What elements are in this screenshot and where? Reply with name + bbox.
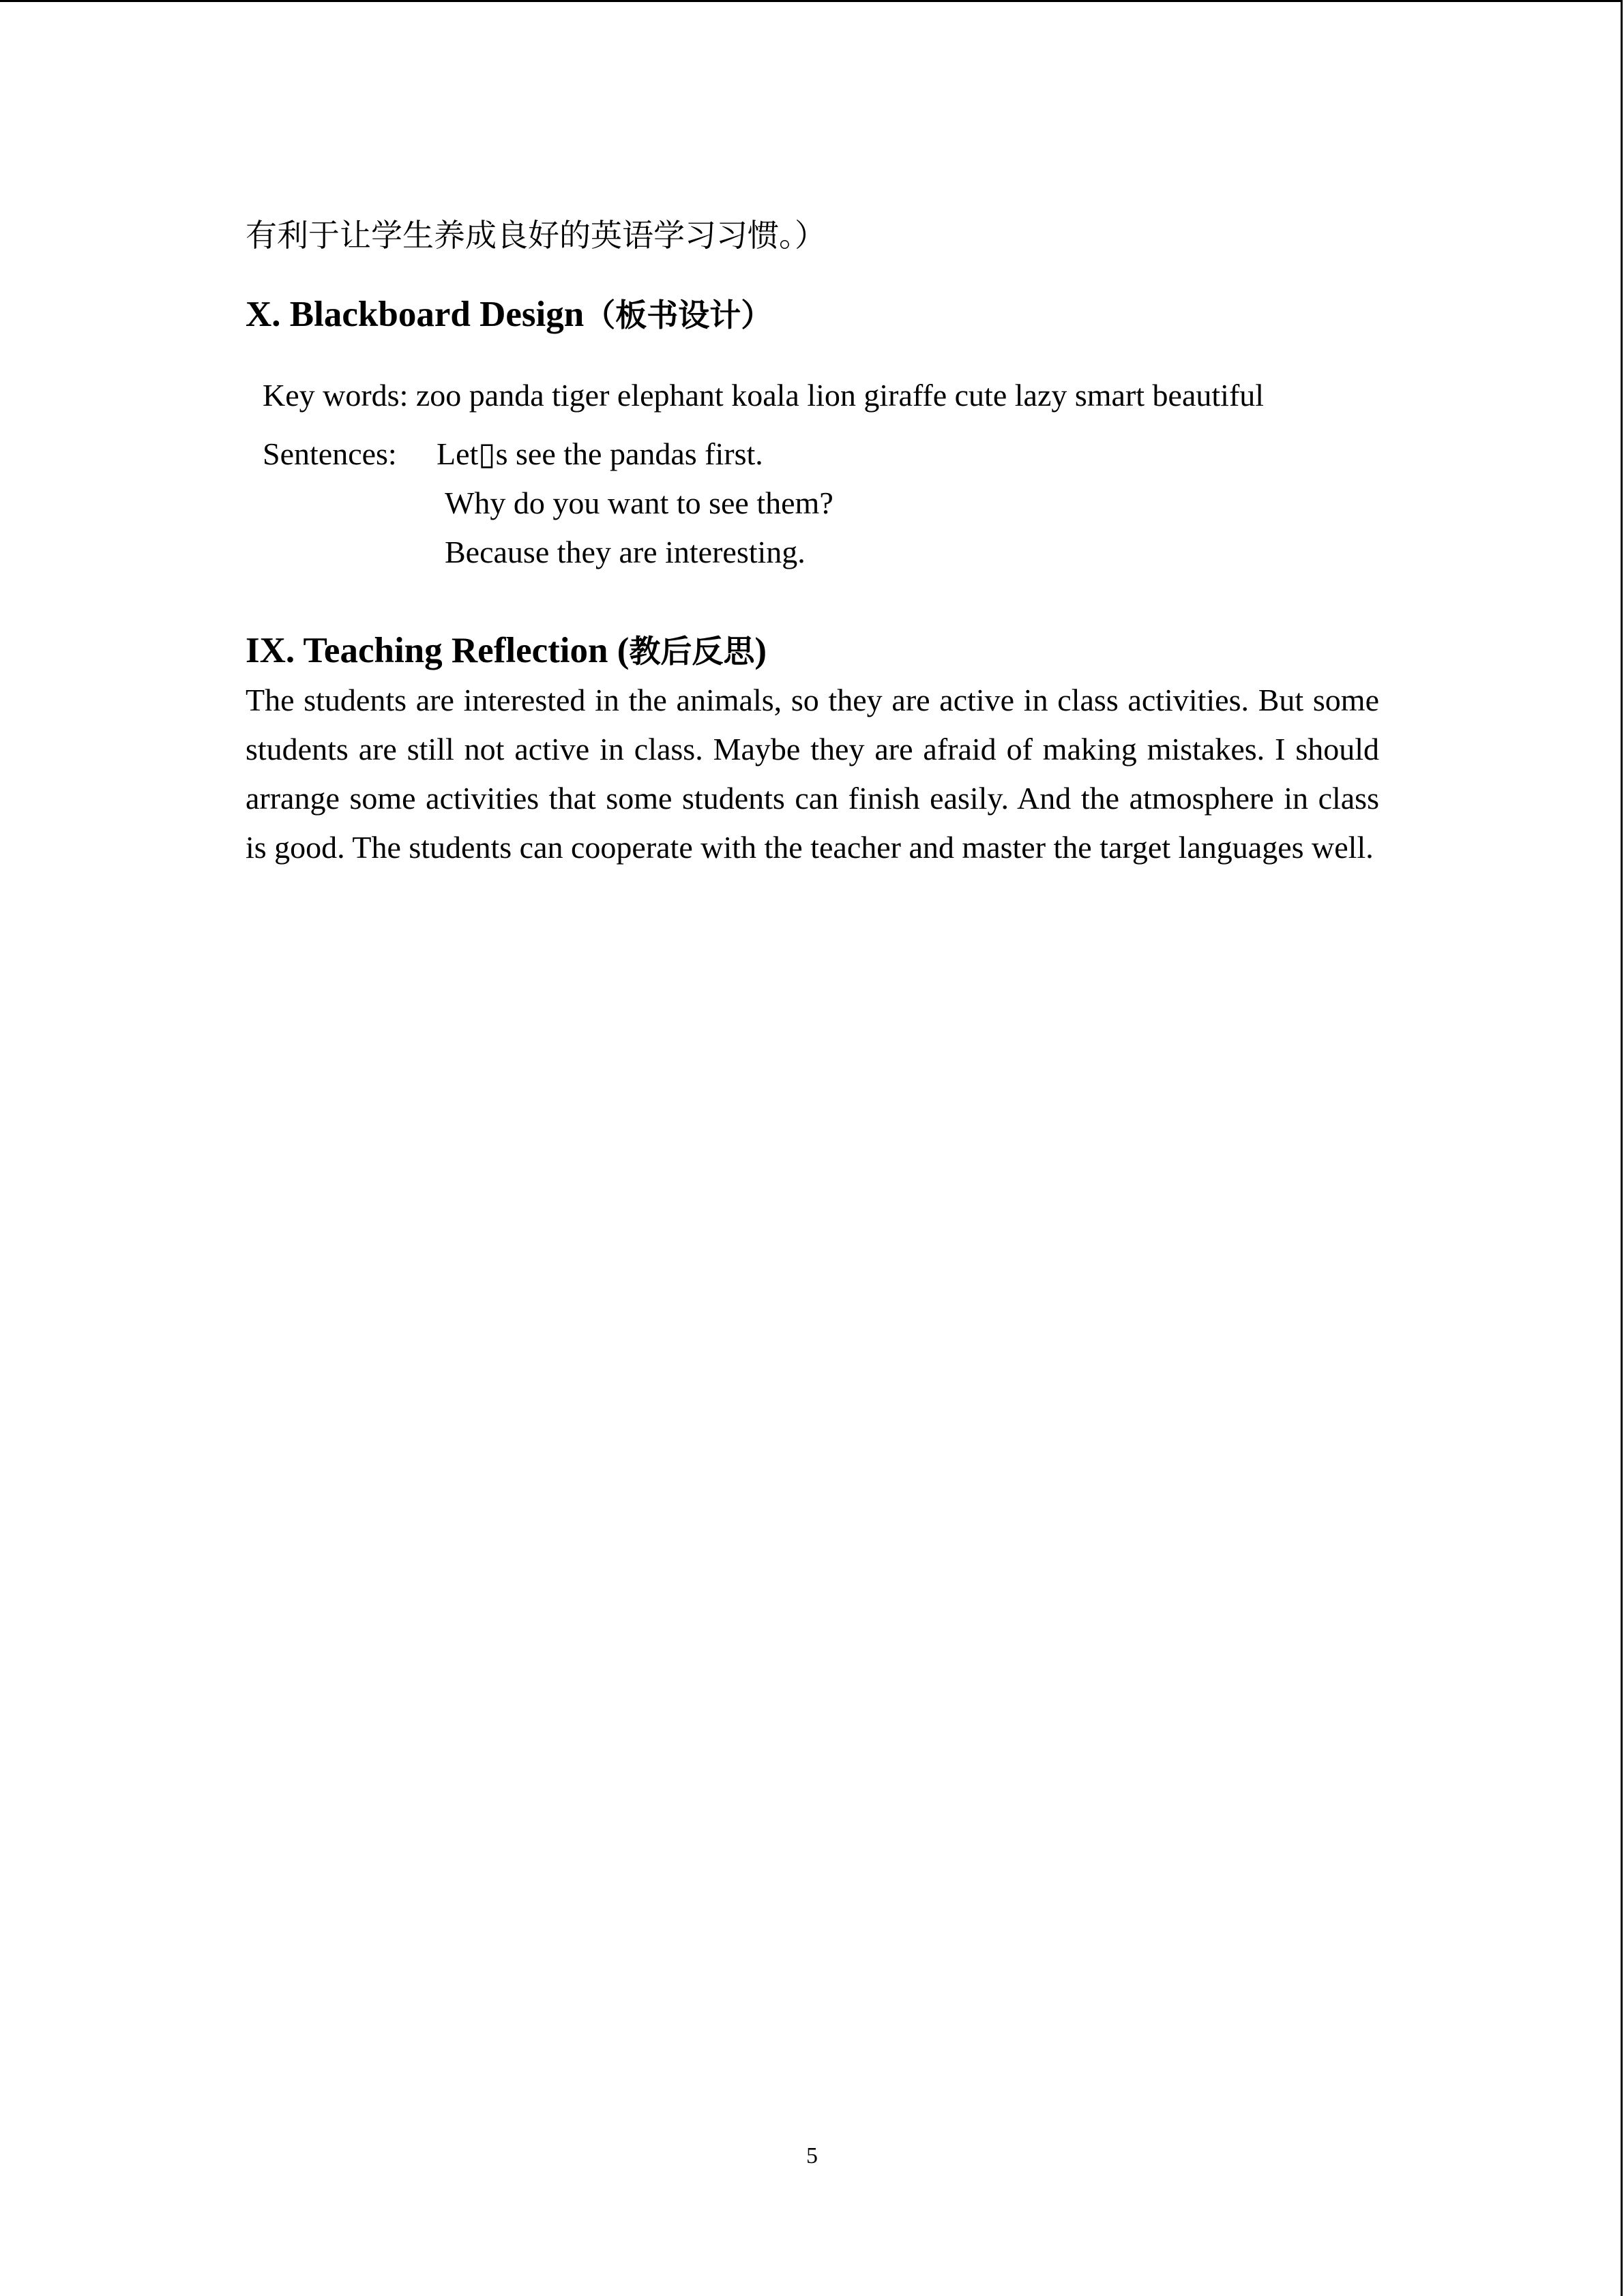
continuation-text: 有利于让学生养成良好的英语学习习惯。） [246,218,826,253]
sentence-item: Why do you want to see them? [445,486,833,520]
blackboard-heading-en: X. Blackboard Design [246,295,585,334]
sentence-item: Because they are interesting. [445,535,806,569]
sentence-item: Let▯s see the pandas first. [437,436,763,471]
sentences-list [437,430,833,577]
reflection-heading-cn: 教后反思 [629,633,755,670]
page-number: 5 [806,2143,818,2168]
reflection-paragraph: The students are interested in the animals, so they are active in class activities. But some students are still not active in class. Maybe they are afraid of making mistakes. I should arrange some activities that some students can finish easily. And the atmosphere in class is good. The students can cooperate with the teacher and master the target languages well. [246,683,1379,865]
keywords-line: Key words: zoo panda tiger elephant koala lion giraffe cute lazy smart beautiful [263,378,1265,413]
blackboard-heading-cn: （板书设计） [584,297,773,333]
reflection-heading-en: IX. Teaching Reflection ( [246,631,630,670]
page-content [246,205,1379,872]
blackboard-content [263,371,1379,577]
reflection-heading-close: ) [754,631,767,670]
blackboard-design-heading [246,287,1379,342]
sentences-block [263,430,1379,577]
sentences-label: Sentences: [263,436,397,471]
teaching-reflection-heading [246,626,1379,676]
